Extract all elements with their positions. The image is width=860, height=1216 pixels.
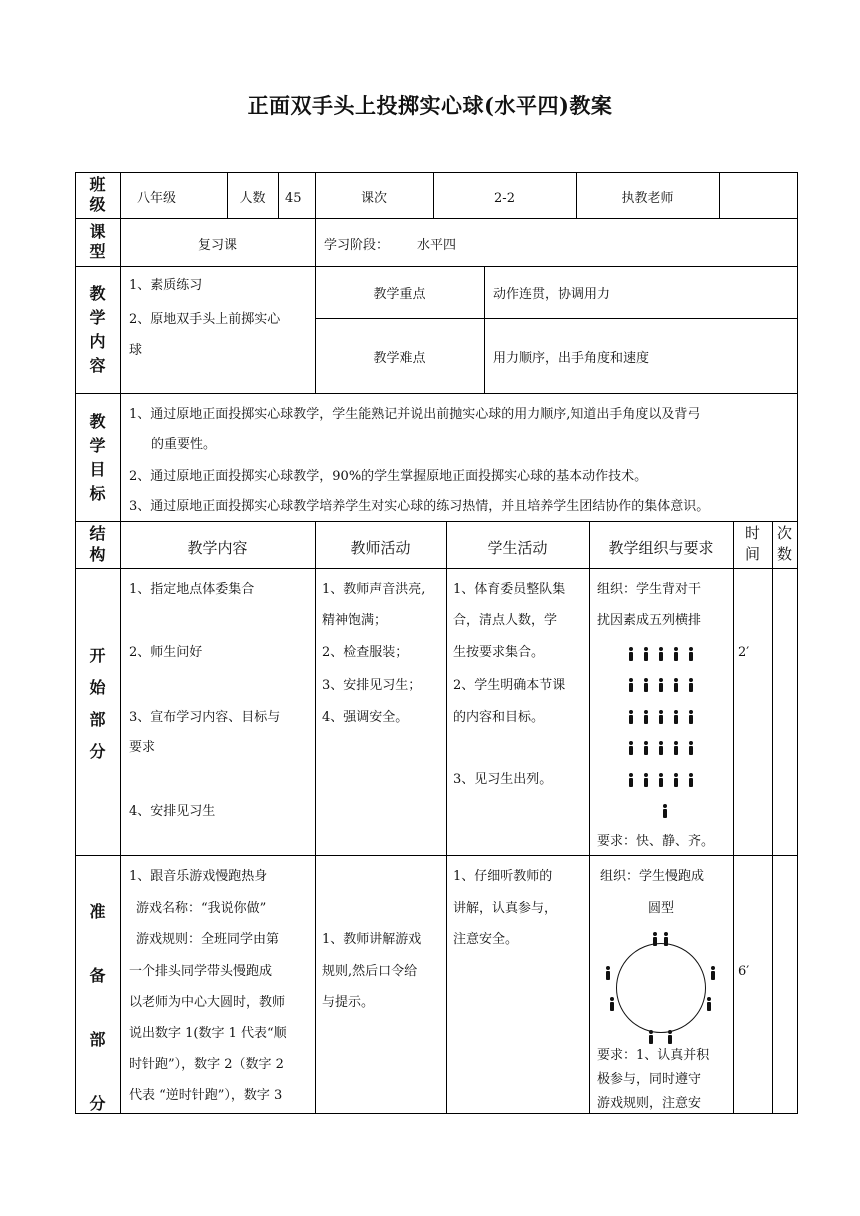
student-figure-icon [658, 647, 664, 661]
count-value: 45 [285, 191, 302, 206]
start-org-line: 组织：学生背对干 [597, 582, 702, 597]
time-header: 时 间 [744, 524, 760, 563]
grade-value: 八年级 [137, 191, 177, 206]
student-figure-icon [663, 932, 669, 946]
student-figure-icon [628, 773, 634, 787]
teaching-goal-label: 教 学 目 标 [89, 412, 106, 503]
prep-content-line: 代表 “逆时针跑”），数字 3 [129, 1088, 283, 1103]
student-figure-icon [658, 710, 664, 724]
prep-time: 6′ [738, 964, 750, 979]
page-title: 正面双手头上投掷实心球(水平四)教案 [247, 93, 613, 118]
student-figure-icon [628, 678, 634, 692]
student-figure-icon [706, 997, 712, 1011]
student-figure-icon [688, 710, 694, 724]
student-figure-icon [673, 647, 679, 661]
student-figure-icon [643, 647, 649, 661]
start-teacher-line: 4、强调安全。 [322, 710, 409, 725]
key-point-label: 教学重点 [373, 287, 426, 302]
prep-teacher-line: 与提示。 [322, 995, 375, 1010]
prep-org-line: 组织：学生慢跑成 [600, 869, 705, 884]
cell-line [484, 266, 485, 393]
row-line [75, 172, 798, 173]
prep-requirement-line: 极参与，同时遵守 [597, 1072, 702, 1087]
goal-line: 2、通过原地正面投掷实心球教学，90%的学生掌握原地正面投掷实心球的基本动作技术。 [129, 469, 648, 484]
teacher-activity-header: 教师活动 [350, 539, 411, 557]
start-teacher-line: 1、教师声音洪亮, [322, 582, 426, 597]
structure-header: 结 构 [89, 524, 106, 564]
goal-line: 的重要性。 [151, 437, 217, 452]
start-content-line: 3、宣布学习内容、目标与 [129, 710, 281, 725]
student-figure-icon [673, 773, 679, 787]
prep-content-line: 游戏规则：全班同学由第 [136, 932, 280, 947]
prep-org-line: 圆型 [647, 901, 674, 916]
start-content-line: 要求 [129, 740, 156, 755]
cell-line [589, 521, 590, 1113]
student-figure-icon [688, 773, 694, 787]
start-section-label: 开 始 部 分 [89, 646, 106, 761]
cell-line [315, 521, 316, 1113]
student-figure-icon [658, 773, 664, 787]
student-figure-icon [609, 997, 615, 1011]
row-line [75, 266, 798, 267]
prep-section-label: 准 备 部 分 [89, 902, 106, 1113]
start-teacher-line: 3、安排见习生； [322, 678, 422, 693]
content-header: 教学内容 [187, 539, 248, 557]
student-figure-icon [673, 678, 679, 692]
cell-line [446, 521, 447, 1113]
start-requirement: 要求：快、静、齐。 [597, 834, 715, 849]
teaching-content-label: 教 学 内 容 [89, 284, 106, 375]
cell-line [278, 172, 279, 218]
start-content-line: 1、指定地点体委集合 [129, 582, 255, 597]
teacher-label: 执教老师 [621, 191, 674, 206]
student-figure-icon [652, 932, 658, 946]
start-time: 2′ [738, 645, 750, 660]
label-column-line [120, 172, 121, 1114]
key-point-value: 动作连贯，协调用力 [493, 287, 611, 302]
lesson-type-label: 课 型 [89, 222, 106, 261]
lesson-value: 2-2 [494, 191, 515, 206]
lesson-type-value: 复习课 [197, 238, 237, 253]
prep-teacher-line: 规则,然后口令给 [322, 964, 418, 979]
goal-line: 1、通过原地正面投掷实心球教学，学生能熟记并说出前抛实心球的用力顺序,知道出手角度以及背弓 [129, 407, 701, 422]
organization-header: 教学组织与要求 [608, 539, 714, 557]
count-label: 人数 [239, 191, 266, 206]
student-figure-icon [658, 678, 664, 692]
prep-content-line: 1、跟音乐游戏慢跑热身 [129, 869, 268, 884]
student-figure-icon [628, 741, 634, 755]
count-header: 次 数 [776, 524, 792, 563]
start-org-line: 扰因素成五列横排 [597, 613, 702, 628]
start-teacher-line: 精神饱满； [322, 613, 388, 628]
student-figure-icon [688, 678, 694, 692]
student-figure-icon [643, 741, 649, 755]
start-student-line: 2、学生明确本节课 [453, 678, 566, 693]
start-student-line: 的内容和目标。 [453, 710, 545, 725]
prep-content-line: 游戏名称：“我说你做” [136, 901, 267, 916]
start-student-line: 生按要求集合。 [453, 645, 545, 660]
prep-student-line: 讲解，认真参与， [453, 901, 558, 916]
student-figure-icon [658, 741, 664, 755]
student-activity-header: 学生活动 [487, 539, 548, 557]
content-line: 2、原地双手头上前掷实心 [129, 312, 281, 327]
stage-label: 学习阶段： [324, 238, 390, 253]
cell-line [719, 172, 720, 218]
cell-line [733, 521, 734, 1113]
student-figure-icon [673, 741, 679, 755]
start-student-line: 1、体育委员整队集 [453, 582, 566, 597]
prep-student-line: 1、仔细听教师的 [453, 869, 553, 884]
student-figure-icon [643, 773, 649, 787]
start-teacher-line: 2、检查服装； [322, 645, 409, 660]
student-figure-icon [628, 647, 634, 661]
cell-line [315, 218, 316, 266]
prep-student-line: 注意安全。 [453, 932, 519, 947]
prep-teacher-line: 1、教师讲解游戏 [322, 932, 422, 947]
difficulty-value: 用力顺序，出手角度和速度 [493, 351, 650, 366]
student-figure-icon [643, 710, 649, 724]
student-figure-icon [688, 647, 694, 661]
row-line [75, 568, 798, 569]
prep-content-line: 一个排头同学带头慢跑成 [129, 964, 273, 979]
prep-content-line: 说出数字 1(数字 1 代表“顺 [129, 1026, 287, 1041]
row-line [315, 318, 798, 319]
stage-value: 水平四 [417, 238, 457, 253]
prep-content-line: 时针跑”），数字 2（数字 2 [129, 1057, 284, 1072]
student-figure-icon [688, 741, 694, 755]
content-line: 1、素质练习 [129, 278, 203, 293]
row-line [75, 393, 798, 394]
row-line [75, 218, 798, 219]
difficulty-label: 教学难点 [373, 351, 426, 366]
cell-line [772, 521, 773, 1113]
prep-requirement-line: 要求：1、认真并积 [597, 1048, 710, 1063]
goal-line: 3、通过原地正面投掷实心球教学培养学生对实心球的练习热情，并且培养学生团结协作的集体意识。 [129, 499, 710, 514]
start-student-line: 3、见习生出列。 [453, 772, 553, 787]
lesson-label: 课次 [360, 191, 387, 206]
running-circle [616, 943, 706, 1033]
start-student-line: 合，清点人数，学 [453, 613, 558, 628]
table-border-right [797, 172, 798, 1114]
student-figure-icon [673, 710, 679, 724]
student-figure-icon [710, 966, 716, 980]
prep-content-line: 以老师为中心大圆时，教师 [129, 995, 286, 1010]
student-figure-icon [605, 966, 611, 980]
teacher-figure-icon [662, 804, 668, 818]
class-label: 班 级 [89, 175, 106, 214]
start-content-line: 4、安排见习生 [129, 804, 216, 819]
prep-requirement-line: 游戏规则，注意安 [597, 1096, 702, 1111]
content-line: 球 [129, 343, 143, 358]
student-figure-icon [628, 710, 634, 724]
start-content-line: 2、师生问好 [129, 645, 203, 660]
student-figure-icon [643, 678, 649, 692]
